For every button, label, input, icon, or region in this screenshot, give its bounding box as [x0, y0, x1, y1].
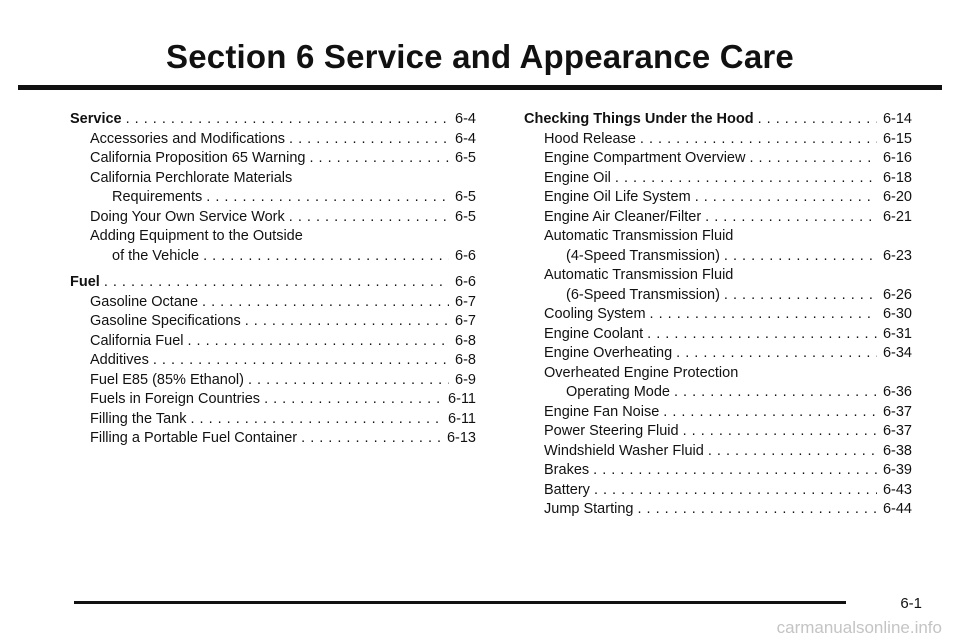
- toc-entry-title: of the Vehicle: [112, 247, 200, 264]
- toc-entry[interactable]: [70, 371, 476, 391]
- dot-leader: [188, 332, 450, 352]
- toc-page-ref: 6-6: [455, 247, 476, 264]
- toc-entry[interactable]: [524, 442, 912, 462]
- toc-entry[interactable]: [524, 422, 912, 442]
- toc-entry[interactable]: [524, 208, 912, 228]
- toc-page-ref: 6-9: [455, 371, 476, 388]
- toc-entry[interactable]: [524, 500, 912, 520]
- toc-entry-title: California Proposition 65 Warning: [90, 150, 306, 166]
- toc-entry-title: Fuels in Foreign Countries: [90, 391, 261, 407]
- toc-entry-title: Power Steering Fluid: [544, 423, 679, 439]
- toc-page-ref: 6-20: [882, 189, 912, 205]
- toc-entry[interactable]: [70, 312, 476, 332]
- toc-entry-title: Additives: [90, 352, 149, 368]
- toc-page-ref: 6-39: [882, 462, 912, 478]
- toc-page-ref: 6-43: [882, 481, 912, 498]
- toc-entry-title: Engine Air Cleaner/Filter: [544, 208, 702, 225]
- toc-entry-title: Fuel E85 (85% Ethanol): [90, 371, 244, 388]
- toc-entry-title: Engine Fan Noise: [544, 403, 660, 420]
- toc-entry-title: (6-Speed Transmission): [566, 286, 720, 303]
- toc-section-entry[interactable]: [70, 110, 476, 130]
- toc-entry-title: Engine Overheating: [544, 345, 673, 361]
- watermark: carmanualsonline.info: [776, 618, 942, 637]
- toc-page-ref: 6-7: [455, 293, 476, 310]
- footer-divider: [74, 601, 846, 604]
- dot-leader: [153, 351, 449, 371]
- toc-entry-title: Doing Your Own Service Work: [90, 208, 285, 225]
- toc-entry[interactable]: [70, 130, 476, 150]
- toc-entry-title: Cooling System: [544, 306, 646, 322]
- toc-entry-title: Hood Release: [544, 130, 636, 147]
- dot-leader: [309, 149, 449, 169]
- dot-leader: [724, 247, 877, 267]
- toc-entry-title: Windshield Washer Fluid: [544, 442, 704, 459]
- toc-entry-title: Battery: [544, 481, 590, 498]
- dot-leader: [206, 188, 449, 208]
- toc-page-ref: 6-5: [455, 150, 476, 166]
- toc-entry-title: Engine Compartment Overview: [544, 150, 746, 166]
- toc-entry[interactable]: [524, 481, 912, 501]
- toc-page-ref: 6-30: [882, 306, 912, 322]
- toc-entry-title: Jump Starting: [544, 501, 634, 517]
- toc-entry[interactable]: [524, 344, 912, 364]
- toc-section-entry[interactable]: [524, 110, 912, 130]
- dot-leader: [647, 325, 877, 345]
- toc-entry[interactable]: [524, 266, 912, 305]
- dot-leader: [615, 169, 877, 189]
- toc-entry[interactable]: [70, 169, 476, 208]
- toc-entry[interactable]: [524, 364, 912, 403]
- dot-leader: [708, 442, 877, 462]
- dot-leader: [695, 188, 877, 208]
- toc-entry-title: Brakes: [544, 462, 590, 478]
- toc-entry-title: Filling a Portable Fuel Container: [90, 430, 298, 446]
- toc-entry-title: Accessories and Modifications: [90, 130, 286, 147]
- toc-page-ref: 6-26: [882, 286, 912, 303]
- dot-leader: [640, 130, 877, 150]
- dot-leader: [104, 273, 449, 293]
- toc-entry[interactable]: [70, 429, 476, 449]
- dot-leader: [245, 312, 449, 332]
- toc-page-ref: 6-14: [882, 111, 912, 127]
- title-divider: [18, 85, 942, 90]
- toc-entry-title: Gasoline Octane: [90, 293, 199, 310]
- toc-entry-title: California Fuel: [90, 332, 184, 349]
- dot-leader: [301, 429, 441, 449]
- dot-leader: [650, 305, 877, 325]
- toc-entry-title: Automatic Transmission Fluid: [544, 228, 734, 244]
- toc-page-ref: 6-37: [882, 403, 912, 420]
- toc-page-ref: 6-44: [882, 501, 912, 517]
- toc-page-ref: 6-18: [882, 169, 912, 186]
- toc-page-ref: 6-7: [455, 313, 476, 329]
- toc-entry[interactable]: [524, 227, 912, 266]
- dot-leader: [683, 422, 877, 442]
- toc-entry[interactable]: [70, 390, 476, 410]
- toc-column-right: [524, 110, 912, 520]
- toc-entry[interactable]: [524, 130, 912, 150]
- dot-leader: [705, 208, 877, 228]
- toc-page-ref: 6-5: [455, 189, 476, 205]
- toc-page-ref: 6-8: [455, 332, 476, 349]
- toc-page-ref: 6-6: [455, 274, 476, 290]
- toc-entry[interactable]: [524, 149, 912, 169]
- dot-leader: [594, 481, 877, 501]
- dot-leader: [674, 383, 877, 403]
- toc-page-ref: 6-21: [882, 208, 912, 225]
- dot-leader: [676, 344, 877, 364]
- page-title: Section 6 Service and Appearance Care: [166, 38, 794, 75]
- toc-entry[interactable]: [70, 227, 476, 266]
- dot-leader: [663, 403, 877, 423]
- toc-entry[interactable]: [70, 332, 476, 352]
- toc-entry[interactable]: [524, 403, 912, 423]
- toc-entry-title: (4-Speed Transmission): [566, 247, 720, 264]
- toc-entry[interactable]: [70, 410, 476, 430]
- dot-leader: [203, 247, 449, 267]
- toc-entry-title: Service: [70, 111, 122, 127]
- toc-page-ref: 6-15: [882, 130, 912, 147]
- toc-entry-title: Engine Coolant: [544, 325, 644, 342]
- toc-page-ref: 6-11: [448, 410, 476, 427]
- toc-page-ref: 6-16: [882, 150, 912, 166]
- toc-page-ref: 6-37: [882, 423, 912, 439]
- toc-entry-title: Checking Things Under the Hood: [524, 111, 754, 127]
- dot-leader: [724, 286, 877, 306]
- toc-entry-title: Overheated Engine Protection: [544, 364, 739, 381]
- toc-page-ref: 6-34: [882, 345, 912, 361]
- toc-entry[interactable]: [70, 149, 476, 169]
- toc-entry[interactable]: [524, 188, 912, 208]
- toc-entry-title: Requirements: [112, 189, 203, 205]
- toc-entry[interactable]: [524, 169, 912, 189]
- dot-leader: [289, 208, 449, 228]
- toc-section-entry[interactable]: [70, 273, 476, 293]
- toc-column-left: [70, 110, 476, 449]
- toc-page-ref: 6-31: [882, 325, 912, 342]
- dot-leader: [593, 461, 877, 481]
- dot-leader: [190, 410, 442, 430]
- dot-leader: [126, 110, 449, 130]
- toc-entry-title: Operating Mode: [566, 384, 670, 400]
- toc-page-ref: 6-5: [455, 208, 476, 225]
- toc-entry-title: Adding Equipment to the Outside: [90, 228, 303, 244]
- dot-leader: [248, 371, 449, 391]
- toc-entry[interactable]: [524, 325, 912, 345]
- page-number: 6-1: [900, 595, 922, 612]
- toc-entry-title: Gasoline Specifications: [90, 313, 241, 329]
- toc-page-ref: 6-36: [882, 384, 912, 400]
- toc-entry-title: Automatic Transmission Fluid: [544, 267, 734, 283]
- toc-page-ref: 6-38: [882, 442, 912, 459]
- dot-leader: [637, 500, 877, 520]
- toc-entry[interactable]: [70, 208, 476, 228]
- dot-leader: [202, 293, 449, 313]
- toc-entry-title: Filling the Tank: [90, 410, 187, 427]
- toc-entry-title: Engine Oil Life System: [544, 189, 691, 205]
- dot-leader: [749, 149, 876, 169]
- toc-entry[interactable]: [70, 351, 476, 371]
- toc-page-ref: 6-8: [455, 352, 476, 368]
- toc-entry-title: California Perchlorate Materials: [90, 169, 293, 186]
- dot-leader: [289, 130, 449, 150]
- toc-entry[interactable]: [70, 293, 476, 313]
- toc-page-ref: 6-4: [455, 130, 476, 147]
- toc-entry[interactable]: [524, 305, 912, 325]
- toc-page-ref: 6-23: [882, 247, 912, 264]
- dot-leader: [264, 390, 442, 410]
- toc-page-ref: 6-4: [455, 111, 476, 127]
- toc-page-ref: 6-13: [446, 430, 476, 446]
- toc-entry-title: Engine Oil: [544, 169, 611, 186]
- dot-leader: [758, 110, 877, 130]
- toc-page-ref: 6-11: [448, 391, 476, 407]
- toc-entry-title: Fuel: [70, 274, 100, 290]
- toc-entry[interactable]: [524, 461, 912, 481]
